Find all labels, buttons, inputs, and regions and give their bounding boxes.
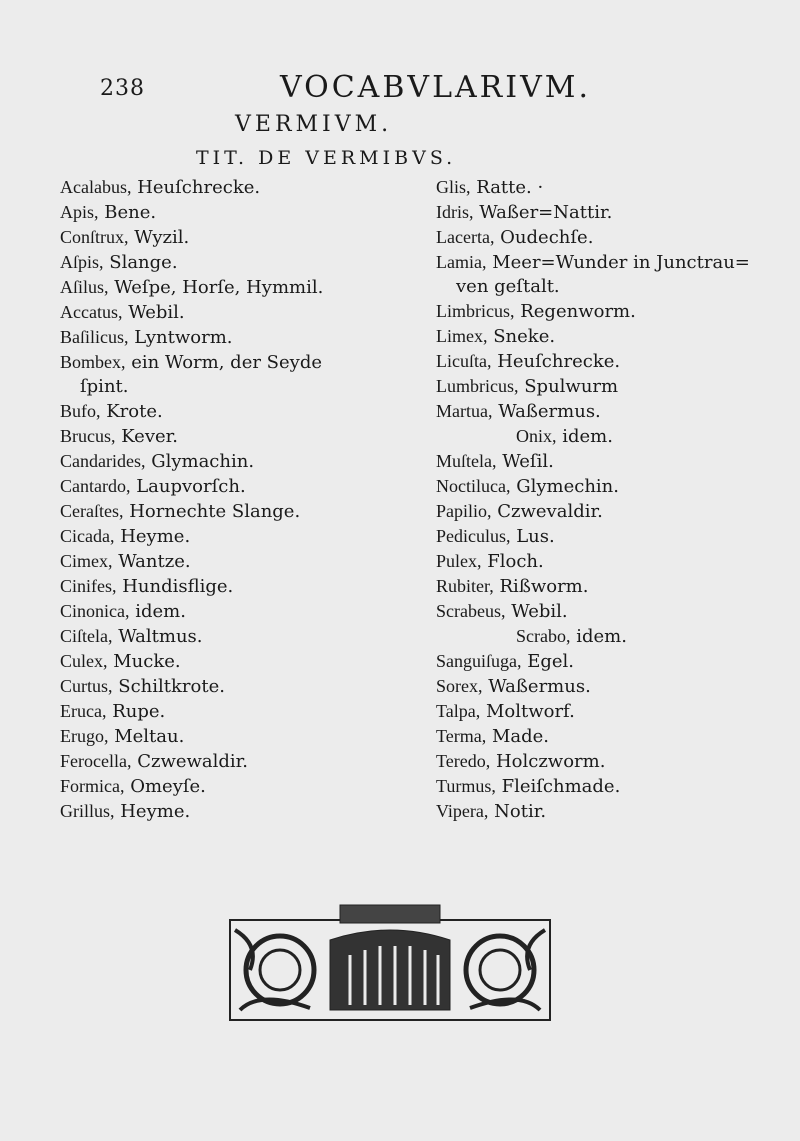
german-translation: Hornechte Slange. xyxy=(123,501,301,522)
latin-term: Scrabo, xyxy=(516,626,571,646)
german-translation: Weſpe, Horſe, Hymmil. xyxy=(108,277,324,298)
german-translation: Heyme. xyxy=(114,526,191,547)
german-translation: Waßer=Nattir. xyxy=(473,202,613,223)
latin-term: Terma, xyxy=(436,726,487,746)
latin-term: Erugo, xyxy=(60,726,109,746)
german-translation: Rupe. xyxy=(106,701,166,722)
latin-term: Aſilus, xyxy=(60,277,109,297)
german-translation: Omeyſe. xyxy=(124,776,206,797)
latin-term: Aſpis, xyxy=(60,252,104,272)
german-translation: Krote. xyxy=(100,401,163,422)
right-glossary-column xyxy=(436,175,780,824)
german-translation: Hundisflige. xyxy=(116,576,234,597)
page-number: 238 xyxy=(100,76,145,101)
latin-term: Ceraſtes, xyxy=(60,501,124,521)
glossary-entry xyxy=(436,599,780,624)
glossary-entry xyxy=(60,574,410,599)
glossary-entry xyxy=(436,324,780,349)
latin-term: Papilio, xyxy=(436,501,492,521)
printers-ornament-vignette-icon xyxy=(190,900,590,1025)
glossary-entry xyxy=(60,724,410,749)
glossary-entry xyxy=(60,250,410,275)
latin-term: Grillus, xyxy=(60,801,115,821)
german-translation: Wyzil. xyxy=(128,227,190,248)
glossary-entry xyxy=(60,375,410,399)
german-translation: Holczworm. xyxy=(490,751,606,772)
glossary-entry xyxy=(436,349,780,374)
glossary-entry xyxy=(436,524,780,549)
german-translation: Slange. xyxy=(103,252,178,273)
german-translation: Waßermus. xyxy=(482,676,591,697)
latin-term: Ferocella, xyxy=(60,751,132,771)
glossary-entry xyxy=(436,374,780,399)
latin-term: Apis, xyxy=(60,202,99,222)
glossary-entry xyxy=(60,524,410,549)
glossary-entry xyxy=(60,175,410,200)
glossary-entry xyxy=(436,499,780,524)
german-translation: Webil. xyxy=(505,601,568,622)
latin-term: Brucus, xyxy=(60,426,116,446)
german-translation: Oudechſe. xyxy=(494,227,594,248)
latin-term: Culex, xyxy=(60,651,108,671)
glossary-entry xyxy=(60,674,410,699)
glossary-entry xyxy=(436,275,780,299)
latin-term: Talpa, xyxy=(436,701,481,721)
glossary-entry xyxy=(60,499,410,524)
glossary-entry xyxy=(60,275,410,300)
german-translation: Kever. xyxy=(115,426,179,447)
german-translation: Schiltkrote. xyxy=(112,676,225,697)
glossary-entry xyxy=(436,749,780,774)
latin-term: Cimex, xyxy=(60,551,113,571)
latin-term: Scrabeus, xyxy=(436,601,506,621)
german-translation: Weſil. xyxy=(496,451,554,472)
glossary-entry xyxy=(60,424,410,449)
german-translation: Lyntworm. xyxy=(128,327,233,348)
latin-term: Rubiter, xyxy=(436,576,494,596)
german-translation: ein Worm, der Seyde xyxy=(125,352,323,373)
glossary-entry xyxy=(60,399,410,424)
glossary-entry xyxy=(436,774,780,799)
german-translation: Webil. xyxy=(122,302,185,323)
glossary-entry xyxy=(436,449,780,474)
latin-term: Pediculus, xyxy=(436,526,511,546)
german-translation: Bene. xyxy=(98,202,157,223)
latin-term: Glis, xyxy=(436,177,471,197)
latin-term: Lacerta, xyxy=(436,227,495,247)
german-translation: idem. xyxy=(570,626,627,647)
german-translation: Glymechin. xyxy=(510,476,619,497)
latin-term: Accatus, xyxy=(60,302,123,322)
german-translation: Glymachin. xyxy=(145,451,255,472)
german-translation: Laupvorſch. xyxy=(130,476,246,497)
glossary-entry xyxy=(60,549,410,574)
german-translation: Wantze. xyxy=(112,551,191,572)
page-header xyxy=(100,70,740,110)
glossary-entry xyxy=(436,200,780,225)
glossary-entry xyxy=(60,350,410,375)
latin-term: Teredo, xyxy=(436,751,491,771)
german-translation: Heuſchrecke. xyxy=(131,177,261,198)
german-translation: Waltmus. xyxy=(112,626,203,647)
glossary-entry xyxy=(60,200,410,225)
latin-term: Limex, xyxy=(436,326,488,346)
latin-term: Formica, xyxy=(60,776,125,796)
latin-term: Idris, xyxy=(436,202,474,222)
german-translation: Spulwurm xyxy=(518,376,619,397)
latin-term: Candarides, xyxy=(60,451,146,471)
latin-term: Sorex, xyxy=(436,676,483,696)
glossary-entry xyxy=(436,474,780,499)
glossary-entry xyxy=(436,624,780,649)
latin-term: Turmus, xyxy=(436,776,496,796)
glossary-entry xyxy=(436,549,780,574)
german-translation: Notir. xyxy=(488,801,547,822)
german-translation: Heyme. xyxy=(114,801,191,822)
german-translation: Sneke. xyxy=(487,326,556,347)
latin-term: Acalabus, xyxy=(60,177,132,197)
german-translation: Floch. xyxy=(481,551,544,572)
glossary-entry xyxy=(60,225,410,250)
glossary-entry xyxy=(436,674,780,699)
german-translation: idem. xyxy=(129,601,186,622)
latin-term: Curtus, xyxy=(60,676,113,696)
glossary-entry xyxy=(60,699,410,724)
german-translation: Rißworm. xyxy=(493,576,589,597)
glossary-entry xyxy=(60,599,410,624)
glossary-entry xyxy=(436,399,780,424)
latin-term: Muſtela, xyxy=(436,451,497,471)
latin-term: Noctiluca, xyxy=(436,476,511,496)
glossary-entry xyxy=(60,749,410,774)
german-translation: ſpint. xyxy=(80,376,129,397)
glossary-entry xyxy=(436,799,780,824)
german-translation: ven geſtalt. xyxy=(456,276,560,297)
german-translation: Moltworf. xyxy=(480,701,575,722)
glossary-entry xyxy=(436,699,780,724)
latin-term: Martua, xyxy=(436,401,493,421)
glossary-entry xyxy=(436,724,780,749)
glossary-entry xyxy=(60,799,410,824)
german-translation: Mucke. xyxy=(107,651,181,672)
glossary-entry xyxy=(60,649,410,674)
latin-term: Licuſta, xyxy=(436,351,492,371)
left-glossary-column xyxy=(60,175,410,824)
german-translation: Made. xyxy=(486,726,549,747)
glossary-entry xyxy=(436,250,780,275)
latin-term: Cicada, xyxy=(60,526,115,546)
latin-term: Lamia, xyxy=(436,252,487,272)
german-translation: Meer=Wunder in Junctrau= xyxy=(486,252,750,273)
latin-term: Bombex, xyxy=(60,352,126,372)
german-translation: Fleiſchmade. xyxy=(495,776,621,797)
latin-term: Lumbricus, xyxy=(436,376,519,396)
german-translation: Czwevaldir. xyxy=(491,501,603,522)
latin-term: Cinonica, xyxy=(60,601,130,621)
latin-term: Ciſtela, xyxy=(60,626,113,646)
glossary-entry xyxy=(60,474,410,499)
glossary-entry xyxy=(60,325,410,350)
latin-term: Conſtrux, xyxy=(60,227,129,247)
german-translation: Egel. xyxy=(521,651,575,672)
latin-term: Sanguiſuga, xyxy=(436,651,522,671)
latin-term: Baſilicus, xyxy=(60,327,129,347)
latin-term: Onix, xyxy=(516,426,557,446)
glossary-entry xyxy=(436,175,780,200)
glossary-entry xyxy=(60,774,410,799)
section-title: VERMIVM. xyxy=(235,112,393,137)
glossary-entry xyxy=(436,574,780,599)
glossary-entry xyxy=(60,449,410,474)
running-title: VOCABVLARIVM. xyxy=(280,70,592,105)
latin-term: Limbricus, xyxy=(436,301,515,321)
german-translation: Heuſchrecke. xyxy=(491,351,621,372)
chapter-subtitle: TIT. DE VERMIBVS. xyxy=(196,147,457,169)
latin-term: Eruca, xyxy=(60,701,107,721)
latin-term: Cantardo, xyxy=(60,476,131,496)
glossary-entry xyxy=(436,424,780,449)
latin-term: Pulex, xyxy=(436,551,482,571)
latin-term: Bufo, xyxy=(60,401,101,421)
glossary-entry xyxy=(60,624,410,649)
german-translation: Ratte. · xyxy=(470,177,544,198)
german-translation: Waßermus. xyxy=(492,401,601,422)
german-translation: Lus. xyxy=(510,526,555,547)
german-translation: Czwewaldir. xyxy=(131,751,249,772)
glossary-entry xyxy=(436,649,780,674)
glossary-entry xyxy=(436,225,780,250)
german-translation: idem. xyxy=(556,426,613,447)
glossary-entry xyxy=(436,299,780,324)
latin-term: Cinifes, xyxy=(60,576,117,596)
latin-term: Vipera, xyxy=(436,801,489,821)
german-translation: Regenworm. xyxy=(514,301,636,322)
german-translation: Meltau. xyxy=(108,726,185,747)
glossary-entry xyxy=(60,300,410,325)
